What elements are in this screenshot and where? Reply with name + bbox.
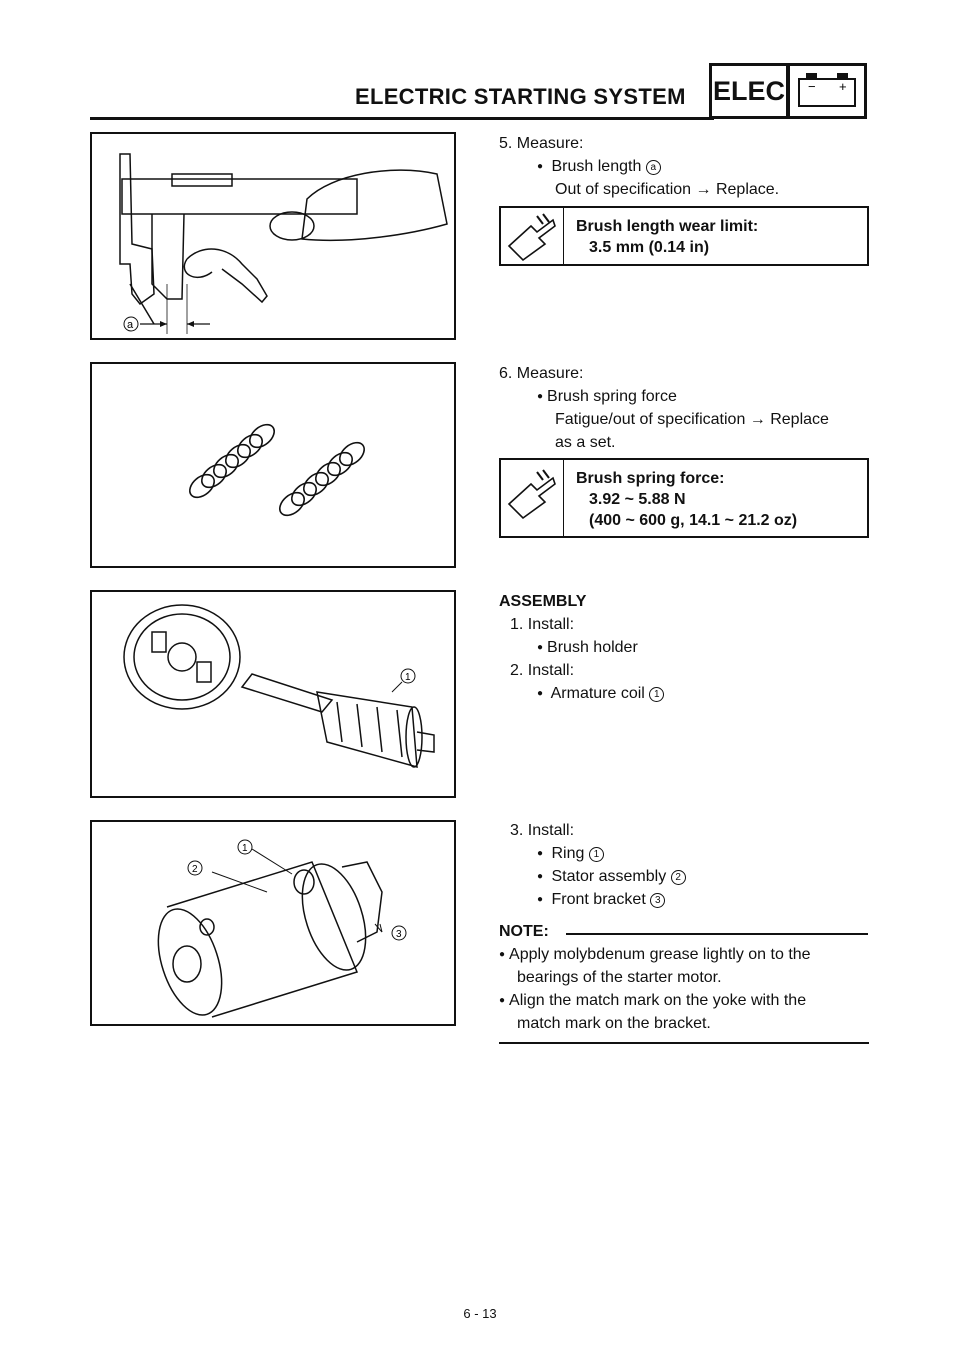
note-label: NOTE: xyxy=(499,923,549,940)
step6-item: ● Brush spring force xyxy=(537,385,677,410)
spec-spring-force-value1: 3.92 ~ 5.88 N xyxy=(589,491,686,508)
caliper-icon-cell xyxy=(501,460,564,536)
battery-plus: + xyxy=(839,79,847,94)
figure-armature-coil xyxy=(90,590,456,798)
note-bottom-rule xyxy=(499,1042,869,1044)
caliper-illustration xyxy=(92,134,454,338)
battery-icon-box xyxy=(787,63,867,119)
caliper-icon-cell xyxy=(501,208,564,264)
spec-brush-length-label: Brush length wear limit: xyxy=(576,218,759,235)
step6-note-line2: as a set. xyxy=(555,434,616,451)
stator-ref: 2 xyxy=(671,870,686,885)
battery-minus: − xyxy=(808,79,816,94)
elec-tag: ELEC xyxy=(709,63,789,119)
bracket-ref: 3 xyxy=(650,893,665,908)
note-bullet1-line2: bearings of the starter motor. xyxy=(517,969,722,986)
spec-box-brush-length xyxy=(499,206,869,266)
spec-brush-length-text xyxy=(576,216,758,258)
assembly-step2-item xyxy=(537,682,664,707)
assembly-heading: ASSEMBLY xyxy=(499,593,587,610)
assembly-step3-item-stator xyxy=(537,865,686,890)
figure-brush-springs xyxy=(90,362,456,568)
note-top-rule xyxy=(566,933,868,935)
step5-note: Out of specification → Replace. xyxy=(555,181,780,198)
battery-icon xyxy=(790,66,864,116)
caliper-icon xyxy=(501,460,561,536)
springs-illustration xyxy=(92,364,454,566)
starter-motor-illustration xyxy=(92,822,454,1024)
note-bullet2-line1: ● Align the match mark on the yoke with the xyxy=(499,989,806,1014)
step5-item xyxy=(537,155,661,180)
assembly-step3-item-ring xyxy=(537,842,604,867)
step5-item-ref: a xyxy=(646,160,661,175)
stator-label: Stator assembly xyxy=(551,868,667,885)
note-bullet2-line2: match mark on the bracket. xyxy=(517,1015,711,1032)
assembly-step3-heading: 3. Install: xyxy=(510,822,575,839)
spec-box-spring-force xyxy=(499,458,869,538)
ring-ref: 1 xyxy=(589,847,604,862)
callout-2: 2 xyxy=(192,864,198,875)
spec-spring-force-value2: (400 ~ 600 g, 14.1 ~ 21.2 oz) xyxy=(589,512,798,529)
assembly-step3-item-bracket xyxy=(537,888,665,913)
spec-spring-force-text xyxy=(576,468,797,531)
step5-item-label: Brush length xyxy=(551,158,642,175)
assembly-step1-item: ● Brush holder xyxy=(537,636,638,661)
figure-starter-motor xyxy=(90,820,456,1026)
assembly-step2-heading: 2. Install: xyxy=(510,662,575,679)
ring-label: Ring xyxy=(551,845,585,862)
spec-spring-force-label: Brush spring force: xyxy=(576,470,725,487)
spec-brush-length-value: 3.5 mm (0.14 in) xyxy=(589,239,710,256)
assembly-step2-item-ref: 1 xyxy=(649,687,664,702)
note-bullet1-line1: ● Apply molybdenum grease lightly on to the xyxy=(499,943,811,968)
callout-3: 3 xyxy=(396,929,402,940)
callout-1: 1 xyxy=(405,672,411,683)
step6-heading: 6. Measure: xyxy=(499,365,584,382)
assembly-step1-heading: 1. Install: xyxy=(510,616,575,633)
assembly-step2-item-label: Armature coil xyxy=(550,685,645,702)
page-number: 6 - 13 xyxy=(463,1306,497,1321)
step6-note-line1: Fatigue/out of specification → Replace xyxy=(555,411,829,428)
step5-heading: 5. Measure: xyxy=(499,135,584,152)
bracket-label: Front bracket xyxy=(551,891,646,908)
caliper-icon xyxy=(501,208,561,264)
section-title: ELECTRIC STARTING SYSTEM xyxy=(355,84,686,109)
callout-a: a xyxy=(127,319,134,331)
header-rule xyxy=(90,117,714,120)
armature-illustration xyxy=(92,592,454,796)
callout-1: 1 xyxy=(242,843,248,854)
figure-caliper-brush xyxy=(90,132,456,340)
